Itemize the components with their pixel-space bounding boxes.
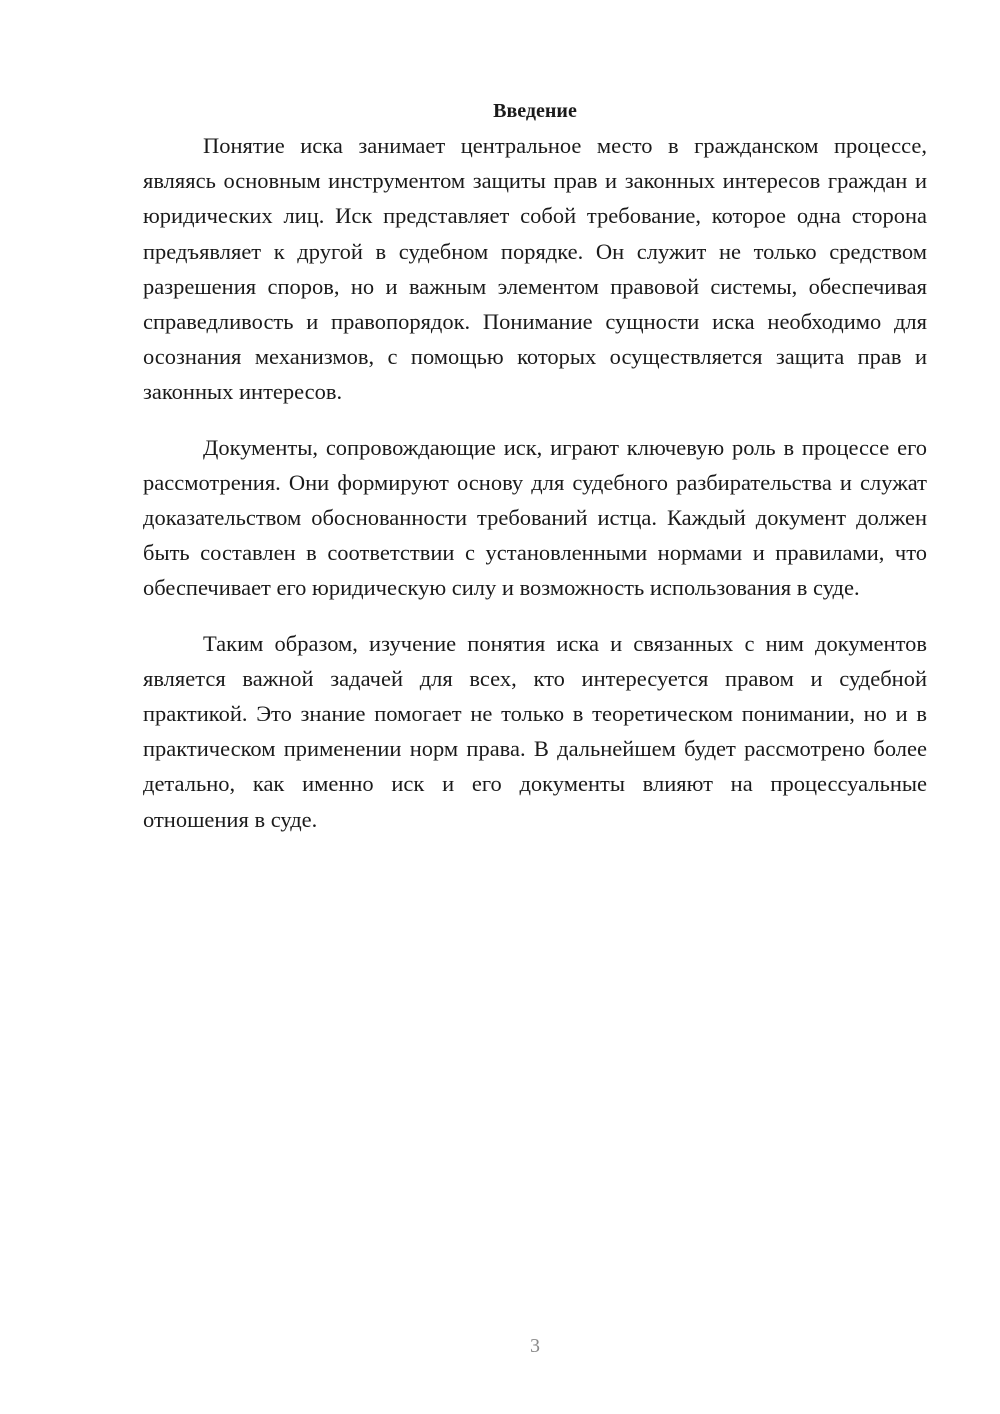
section-heading: Введение (493, 100, 577, 122)
paragraph-3: Таким образом, изучение понятия иска и связанных с ним документов является важной задачей для всех, кто интересуется правом и судебной практикой. Это знание помогает не только в теоретическом понимании, но и в практическом применении норм права. В дальнейшем будет рассмотрено более детально, как именно иск и его документы влияют на процессуальные отношения в суде. (143, 630, 927, 832)
page-number: 3 (530, 1335, 540, 1357)
paragraph-2: Документы, сопровождающие иск, играют ключевую роль в процессе его рассмотрения. Они формируют основу для судебного разбирательства и служат доказательством обоснованности требований истца. Каждый документ должен быть составлен в соответствии с установленными нормами и правилами, что обеспечивает его юридическую силу и возможность использования в суде. (143, 434, 927, 601)
page-content (143, 94, 927, 857)
paragraph-1: Понятие иска занимает центральное место в гражданском процессе, являясь основным инструментом защиты прав и законных интересов граждан и юридических лиц. Иск представляет собой требование, которое одна сторона предъявляет к другой в судебном порядке. Он служит не только средством разрешения споров, но и важным элементом правовой системы, обеспечивая справедливость и правопорядок. Понимание сущности иска необходимо для осознания механизмов, с помощью которых осуществляется защита прав и законных интересов. (143, 133, 927, 405)
